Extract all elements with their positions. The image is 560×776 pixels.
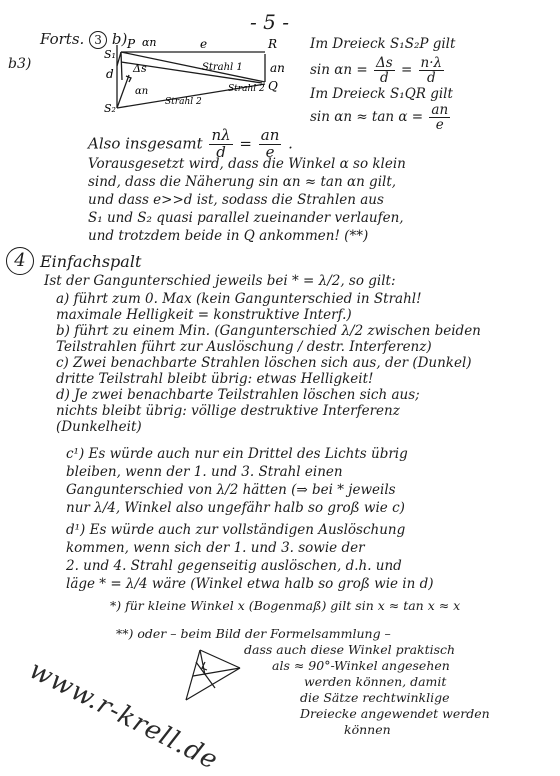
footnote-2-line-5: können — [344, 722, 391, 737]
label-alpha-n-bottom: αn — [135, 86, 149, 97]
also-suffix: . — [288, 134, 293, 153]
tri1-f1-num: Δs — [375, 55, 393, 71]
header-prefix: Forts. — [40, 30, 85, 48]
s4-line-3: maximale Helligkeit = konstruktive Interf.) — [56, 307, 352, 323]
tri1-f2-den: d — [426, 70, 436, 87]
s4-line-2: a) führt zum 0. Max (kein Gangunterschied in Strahl! — [56, 291, 422, 307]
d2-line-3: läge * = λ/4 wäre (Winkel etwa halb so groß wie in d) — [66, 576, 434, 592]
footnote-2-line-2: werden können, damit — [304, 674, 447, 689]
paragraph1-line1: Vorausgesetzt wird, dass die Winkel α so klein — [88, 156, 406, 172]
label-Q: Q — [268, 79, 278, 93]
also-eq: = — [239, 134, 252, 153]
footnote-2-line-3: die Sätze rechtwinklige — [300, 690, 450, 705]
also-f1-den: d — [216, 142, 226, 161]
s4-line-9: nichts bleibt übrig: völlige destruktive Interferenz — [56, 403, 400, 419]
tri1-f1-den: d — [379, 70, 389, 87]
c2-line-2: Gangunterschied von λ/2 hätten (⇒ bei * jeweils — [66, 482, 396, 498]
footnote-1: *) für kleine Winkel x (Bogenmaß) gilt sin x ≈ tan x ≈ x — [110, 598, 461, 613]
label-d: d — [106, 67, 114, 81]
section4-number: 4 — [6, 247, 34, 275]
label-strahl2a: Strahl 2 — [228, 84, 265, 94]
c2-line-1: bleiben, wenn der 1. und 3. Strahl einen — [66, 464, 343, 480]
label-an: an — [270, 61, 285, 75]
triangle1-title: Im Dreieck S₁S₂P gilt — [310, 36, 456, 52]
tri1-lhs: sin αn = — [310, 62, 368, 79]
d2-line-2: 2. und 4. Strahl gegenseitig auslöschen, d.h. und — [66, 558, 402, 574]
label-P: P — [127, 37, 136, 51]
footnote-2-line-1: als ≈ 90°-Winkel angesehen — [272, 658, 450, 673]
tri2-f-den: e — [435, 117, 444, 134]
tri1-f2-num: n·λ — [420, 55, 443, 71]
s4-line-0: Ist der Gangunterschied jeweils bei * = λ/2, so gilt: — [44, 273, 396, 289]
paragraph1-line3: und dass e>>d ist, sodass die Strahlen aus — [88, 192, 384, 208]
also-prefix: Also insgesamt — [88, 134, 203, 153]
fig2-ray-top — [200, 650, 240, 668]
circled-number: 3 — [89, 31, 107, 49]
c2-line-3: nur λ/4, Winkel also ungefähr halb so groß wie c) — [66, 500, 405, 516]
s4-line-7: dritte Teilstrahl bleibt übrig: etwas Helligkeit! — [56, 371, 374, 387]
c2-line-0: c¹) Es würde auch nur ein Drittel des Lichts übrig — [66, 446, 408, 462]
tri2-f-num: an — [431, 102, 449, 118]
footnote-2-line-0: dass auch diese Winkel praktisch — [244, 642, 456, 657]
s4-line-8: d) Je zwei benachbarte Teilstrahlen löschen sich aus; — [56, 387, 420, 403]
label-strahl2b: Strahl 2 — [165, 97, 202, 107]
label-strahl1: Strahl 1 — [202, 62, 243, 73]
d2-line-1: kommen, wenn sich der 1. und 3. sowie der — [66, 540, 365, 556]
label-alpha-n-top: αn — [142, 36, 157, 49]
also-f2-den: e — [265, 142, 275, 161]
label-e: e — [200, 37, 208, 51]
watermark-url: www.r-krell.de — [24, 655, 224, 776]
label-delta-s: Δs — [133, 62, 147, 75]
s4-line-6: c) Zwei benachbarte Strahlen löschen sich aus, der (Dunkel) — [56, 355, 472, 371]
section4-title: Einfachspalt — [40, 252, 142, 271]
paragraph1-line5: und trotzdem beide in Q ankommen! (**) — [88, 228, 369, 244]
tri1-eq: = — [400, 62, 413, 79]
label-S2: S₂ — [104, 102, 116, 115]
triangle2-title: Im Dreieck S₁QR gilt — [310, 86, 453, 102]
page-number: - 5 - — [250, 10, 289, 34]
also-f2-num: an — [260, 126, 280, 144]
paragraph1-line4: S₁ und S₂ quasi parallel zueinander verlaufen, — [88, 210, 404, 226]
s4-line-4: b) führt zu einem Min. (Gangunterschied λ/2 zwischen beiden — [56, 323, 481, 339]
b3-label: b3) — [8, 56, 32, 72]
footnote-2-prefix: **) oder – beim Bild der Formelsammlung – — [116, 626, 391, 641]
also-f1-num: nλ — [211, 126, 231, 144]
tri2-lhs: sin αn ≈ tan α = — [310, 109, 424, 126]
s4-line-5: Teilstrahlen führt zur Auslöschung / destr. Interferenz) — [56, 339, 432, 355]
paragraph1-line2: sind, dass die Näherung sin αn ≈ tan αn gilt, — [88, 174, 397, 190]
d2-line-0: d¹) Es würde auch zur vollständigen Auslöschung — [66, 522, 406, 538]
header-suffix: b) — [111, 30, 128, 48]
label-S1: S₁ — [104, 48, 116, 61]
s4-line-10: (Dunkelheit) — [56, 419, 142, 435]
label-R: R — [268, 37, 278, 51]
footnote-2-line-4: Dreiecke angewendet werden — [300, 706, 490, 721]
